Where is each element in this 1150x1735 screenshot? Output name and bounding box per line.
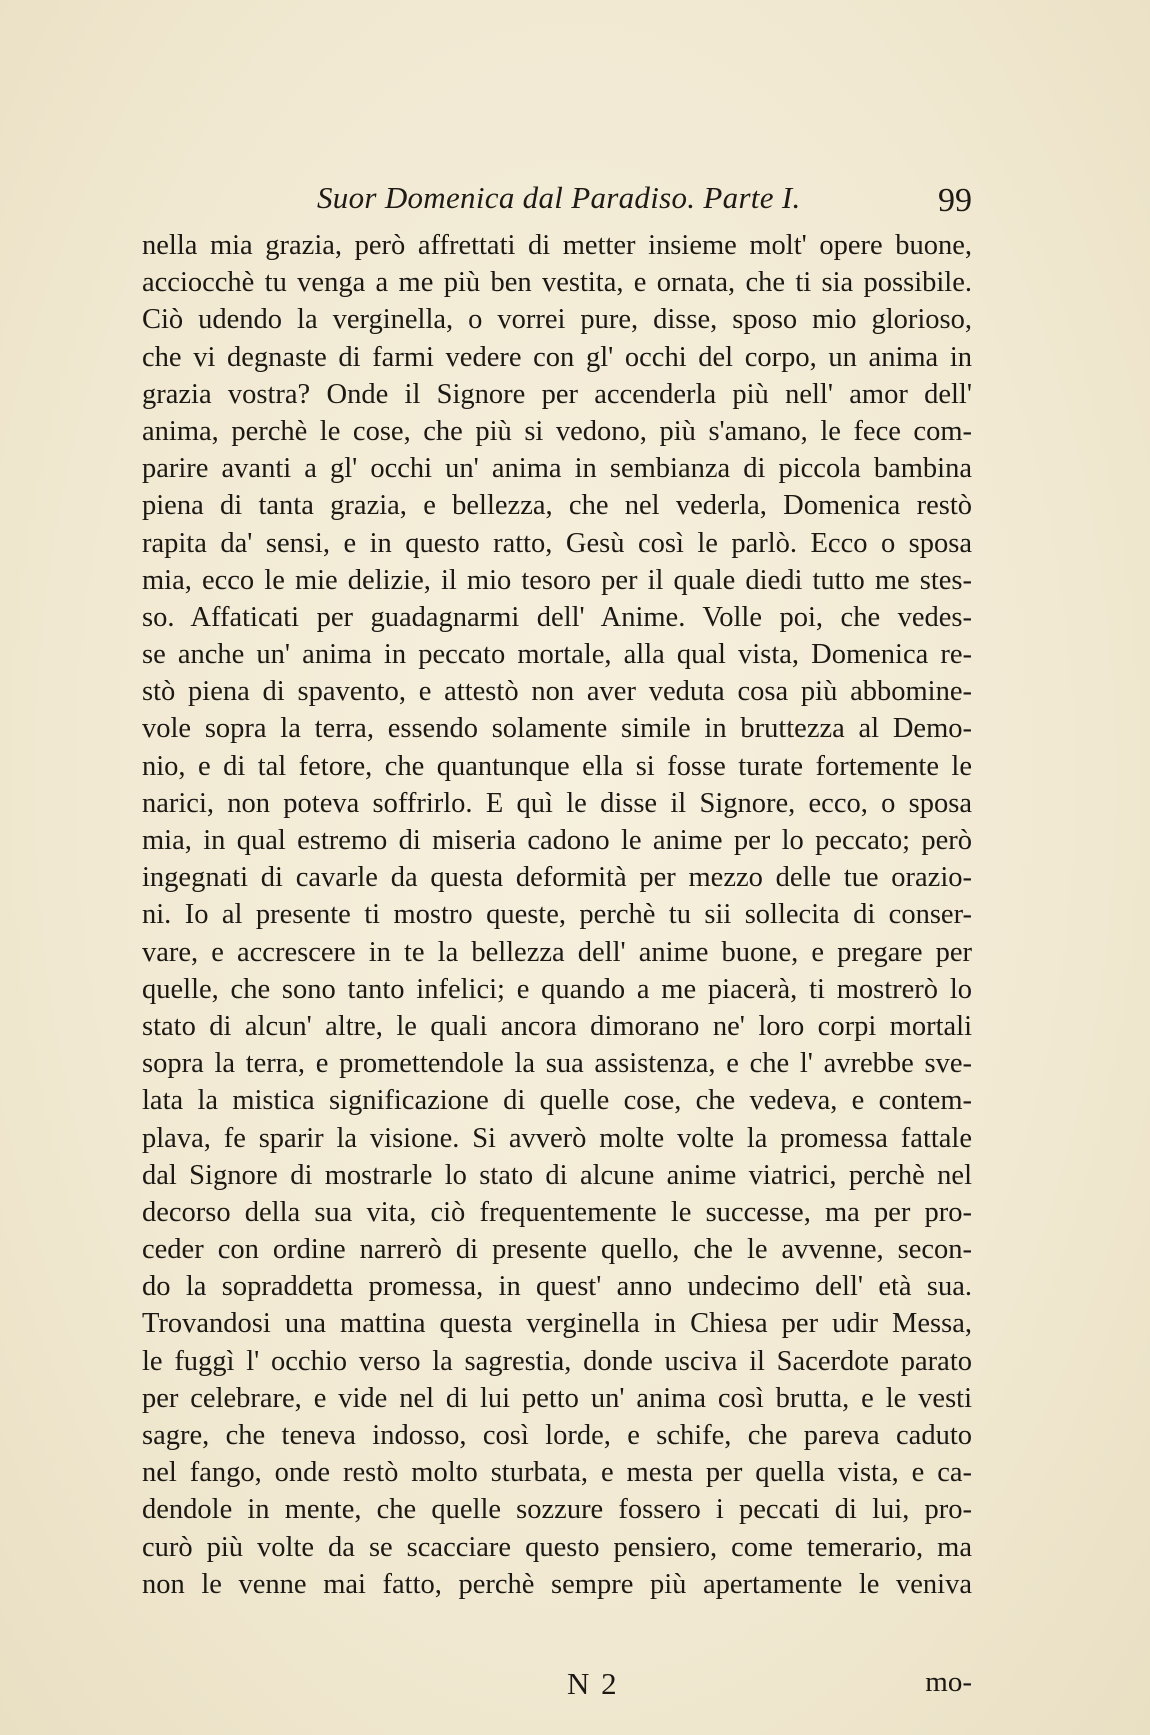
- text-line: stato di alcun' altre, le quali ancora dimorano ne' loro corpi mortali: [142, 1010, 972, 1042]
- page-header: [142, 180, 972, 220]
- text-line: anima, perchè le cose, che più si vedono, più s'amano, le fece com-: [142, 415, 972, 447]
- text-line: ceder con ordine narrerò di presente quello, che le avvenne, secon-: [142, 1234, 972, 1266]
- text-line: curò più volte da se scacciare questo pensiero, come temerario, ma: [142, 1531, 972, 1563]
- text-line: Trovandosi una mattina questa verginella in Chiesa per udir Messa,: [142, 1308, 972, 1340]
- text-line: narici, non poteva soffrirlo. E quì le disse il Signore, ecco, o sposa: [142, 787, 972, 819]
- text-line: se anche un' anima in peccato mortale, alla qual vista, Domenica re-: [142, 639, 972, 671]
- text-line: piena di tanta grazia, e bellezza, che nel vederla, Domenica restò: [142, 490, 972, 522]
- text-line: nio, e di tal fetore, che quantunque ella si fosse turate fortemente le: [142, 750, 972, 782]
- text-line: mia, in qual estremo di miseria cadono le anime per lo peccato; però: [142, 825, 972, 856]
- text-line: non le venne mai fatto, perchè sempre più apertamente le veniva: [142, 1568, 972, 1600]
- text-line: acciocchè tu venga a me più ben vestita, e ornata, che ti sia possibile.: [142, 267, 972, 299]
- text-line: stò piena di spavento, e attestò non aver veduta cosa più abbomine-: [142, 676, 972, 708]
- text-line: decorso della sua vita, ciò frequentemente le successe, ma per pro-: [142, 1196, 972, 1228]
- text-line: dendole in mente, che quelle sozzure fossero i peccati di lui, pro-: [142, 1494, 972, 1526]
- text-line: rapita da' sensi, e in questo ratto, Gesù così le parlò. Ecco o sposa: [142, 527, 972, 559]
- text-line: che vi degnaste di farmi vedere con gl' occhi del corpo, un anima in: [142, 341, 972, 373]
- text-line: per celebrare, e vide nel di lui petto un' anima così brutta, e le vesti: [142, 1382, 972, 1414]
- running-head: Suor Domenica dal Paradiso. Parte I.: [317, 180, 801, 215]
- text-line: nel fango, onde restò molto sturbata, e mesta per quella vista, e ca-: [142, 1457, 972, 1489]
- signature-mark: N 2: [567, 1666, 619, 1701]
- text-line: plava, fe sparir la visione. Si avverò molte volte la promessa fattale: [142, 1122, 972, 1154]
- text-line: grazia vostra? Onde il Signore per accenderla più nell' amor dell': [142, 378, 972, 410]
- catchword: mo-: [925, 1666, 972, 1698]
- text-line: Ciò udendo la verginella, o vorrei pure, disse, sposo mio glorioso,: [142, 304, 972, 336]
- text-line: quelle, che sono tanto infelici; e quando a me piacerà, ti mostrerò lo: [142, 973, 972, 1005]
- text-line: do la sopraddetta promessa, in quest' anno undecimo dell' età sua.: [142, 1271, 972, 1303]
- text-line: vole sopra la terra, essendo solamente simile in bruttezza al Demo-: [142, 713, 972, 745]
- text-line: sagre, che teneva indosso, così lorde, e schife, che pareva caduto: [142, 1420, 972, 1451]
- page-number: 99: [938, 182, 972, 219]
- body-text: [142, 227, 972, 1603]
- text-line: nella mia grazia, però affrettati di metter insieme molt' opere buone,: [142, 230, 972, 261]
- text-line: lata la mistica significazione di quelle cose, che vedeva, e contem-: [142, 1085, 972, 1117]
- text-line: ni. Io al presente ti mostro queste, perchè tu sii sollecita di conser-: [142, 899, 972, 931]
- text-line: sopra la terra, e promettendole la sua assistenza, e che l' avrebbe sve-: [142, 1048, 972, 1080]
- text-line: le fuggì l' occhio verso la sagrestia, donde usciva il Sacerdote parato: [142, 1345, 972, 1377]
- text-line: vare, e accrescere in te la bellezza dell' anime buone, e pregare per: [142, 936, 972, 968]
- text-line: dal Signore di mostrarle lo stato di alcune anime viatrici, perchè nel: [142, 1159, 972, 1191]
- text-line: parire avanti a gl' occhi un' anima in sembianza di piccola bambina: [142, 453, 972, 485]
- text-line: mia, ecco le mie delizie, il mio tesoro per il quale diedi tutto me stes-: [142, 564, 972, 596]
- page-footer: [142, 1666, 972, 1706]
- text-line: so. Affaticati per guadagnarmi dell' Anime. Volle poi, che vedes-: [142, 601, 972, 633]
- text-line: ingegnati di cavarle da questa deformità per mezzo delle tue orazio-: [142, 862, 972, 894]
